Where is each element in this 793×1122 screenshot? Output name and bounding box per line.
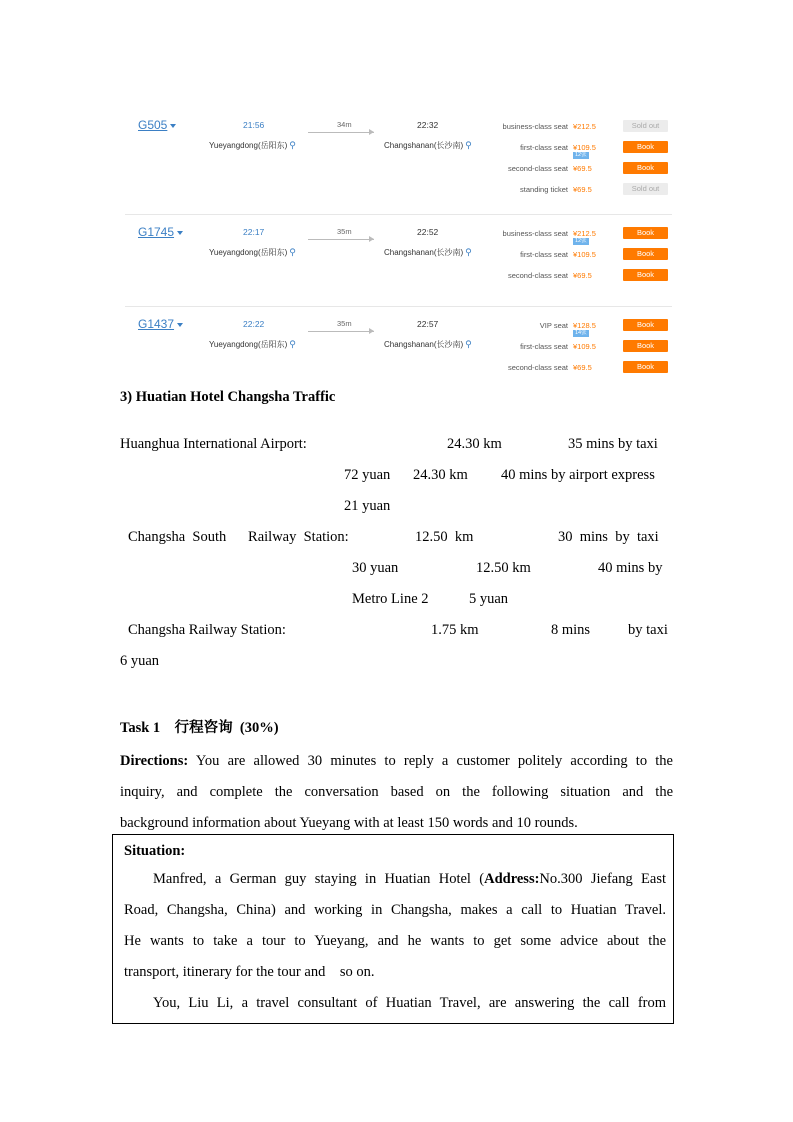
situation-line: transport, itinerary for the tour and so on. xyxy=(124,964,375,980)
seat-price: ¥212.5 xyxy=(573,229,596,238)
situation-line: You, Liu Li, a travel consultant of Huatian Travel, are answering the call from xyxy=(153,995,666,1011)
seat-option xyxy=(455,118,672,139)
arrow-icon xyxy=(308,239,374,240)
departure-time: 22:22 xyxy=(243,319,265,329)
south-taxi-time: 30 mins by taxi xyxy=(558,529,659,545)
directions-line: inquiry, and complete the conversation based on the following situation and the xyxy=(120,784,673,800)
train-code-link[interactable]: G1437 xyxy=(138,317,183,331)
airport-express-price: 21 yuan xyxy=(344,498,391,514)
arrival-time: 22:52 xyxy=(417,227,439,237)
arrival-station[interactable]: Changshanan(长沙南) ⚲ xyxy=(384,339,472,349)
seat-price: ¥69.5 xyxy=(573,271,592,280)
situation-title: Situation: xyxy=(124,843,186,859)
station-taxi-price: 6 yuan xyxy=(120,653,160,669)
train-code-link[interactable]: G1745 xyxy=(138,225,183,239)
airport-distance-2: 24.30 km xyxy=(413,467,468,483)
trip-duration: 35m xyxy=(337,319,352,328)
seat-class: business-class seat xyxy=(502,229,568,238)
book-button[interactable]: Book xyxy=(623,269,668,281)
seat-price: ¥212.5 xyxy=(573,122,596,131)
south-taxi-price: 30 yuan xyxy=(352,560,399,576)
south-metro-time: 40 mins by xyxy=(598,560,663,576)
directions-line: background information about Yueyang with at least 150 words and 10 rounds. xyxy=(120,815,578,831)
departure-station[interactable]: Yueyangdong(岳阳东) ⚲ xyxy=(209,339,296,349)
seat-price: ¥69.5 xyxy=(573,363,592,372)
seat-list xyxy=(455,317,672,380)
location-pin-icon: ⚲ xyxy=(465,140,472,150)
situation-body xyxy=(124,871,666,1026)
seat-option xyxy=(455,359,672,380)
seat-option xyxy=(455,160,672,181)
arrow-icon xyxy=(308,331,374,332)
south-metro-price: 5 yuan xyxy=(469,591,509,607)
departure-station[interactable]: Yueyangdong(岳阳东) ⚲ xyxy=(209,247,296,257)
seat-price: ¥109.5 xyxy=(573,250,596,259)
seat-price: ¥128.5 xyxy=(573,321,596,330)
departure-time: 22:17 xyxy=(243,227,265,237)
book-button[interactable]: Book xyxy=(623,248,668,260)
book-button[interactable]: Book xyxy=(623,227,668,239)
station-taxi-mode: by taxi xyxy=(628,622,668,638)
train-row xyxy=(125,307,672,387)
situation-line: Road, Changsha, China) and working in Changsha, makes a call to Huatian Travel. xyxy=(124,902,666,918)
situation-line: Manfred, a German guy staying in Huatian Hotel (Address:No.300 Jiefang East xyxy=(153,871,666,887)
task-title: Task 1 行程咨询 (30%) xyxy=(120,720,279,736)
seat-class: business-class seat xyxy=(502,122,568,131)
seat-price: ¥69.5 xyxy=(573,185,592,194)
trip-duration: 35m xyxy=(337,227,352,236)
arrow-icon xyxy=(308,132,374,133)
chevron-down-icon xyxy=(177,323,183,327)
seat-price: ¥69.5 xyxy=(573,164,592,173)
seat-price: ¥109.5 xyxy=(573,342,596,351)
seat-class: first-class seat xyxy=(520,143,568,152)
seat-option xyxy=(455,338,672,359)
seat-option xyxy=(455,267,672,288)
seat-class: standing ticket xyxy=(520,185,568,194)
departure-station[interactable]: Yueyangdong(岳阳东) ⚲ xyxy=(209,140,296,150)
south-distance-2: 12.50 km xyxy=(476,560,531,576)
chevron-down-icon xyxy=(170,124,176,128)
address-label: Address: xyxy=(484,871,540,887)
book-button[interactable]: Book xyxy=(623,319,668,331)
seat-class: VIP seat xyxy=(539,321,568,330)
book-button[interactable]: Book xyxy=(623,361,668,373)
south-station-label: Changsha South Railway Station: xyxy=(128,529,349,545)
trip-duration: 34m xyxy=(337,120,352,129)
arrival-time: 22:57 xyxy=(417,319,439,329)
airport-express-time: 40 mins by airport express xyxy=(501,467,655,483)
sold-out-button: Sold out xyxy=(623,120,668,132)
departure-time: 21:56 xyxy=(243,120,265,130)
tickets-left-badge: 12张 xyxy=(575,238,587,244)
station-label: Changsha Railway Station: xyxy=(128,622,286,638)
seat-price: ¥109.5 xyxy=(573,143,596,152)
south-distance: 12.50 km xyxy=(415,529,474,545)
location-pin-icon: ⚲ xyxy=(465,247,472,257)
seat-option xyxy=(455,181,672,202)
book-button[interactable]: Book xyxy=(623,141,668,153)
seat-class: first-class seat xyxy=(520,342,568,351)
directions-line: Directions: You are allowed 30 minutes to reply a customer politely according to the xyxy=(120,753,673,769)
arrival-station[interactable]: Changshanan(长沙南) ⚲ xyxy=(384,140,472,150)
seat-class: second-class seat xyxy=(507,164,568,173)
tickets-left-badge: 14张 xyxy=(575,330,587,336)
train-code-link[interactable]: G505 xyxy=(138,118,176,132)
seat-class: first-class seat xyxy=(520,250,568,259)
tickets-left-badge: 12张 xyxy=(575,152,587,158)
directions-paragraph xyxy=(120,746,673,839)
seat-list xyxy=(455,118,672,202)
arrival-station[interactable]: Changshanan(长沙南) ⚲ xyxy=(384,247,472,257)
seat-option xyxy=(455,246,672,267)
seat-option xyxy=(455,139,672,160)
station-taxi-time: 8 mins xyxy=(551,622,591,638)
south-metro-line: Metro Line 2 xyxy=(352,591,429,607)
seat-option xyxy=(455,317,672,338)
location-pin-icon: ⚲ xyxy=(289,247,296,257)
train-row xyxy=(125,215,672,307)
section-heading: 3) Huatian Hotel Changsha Traffic xyxy=(120,389,336,405)
airport-label: Huanghua International Airport: xyxy=(120,436,307,452)
book-button[interactable]: Book xyxy=(623,162,668,174)
directions-label: Directions: xyxy=(120,753,189,769)
situation-box xyxy=(112,834,674,1024)
location-pin-icon: ⚲ xyxy=(289,339,296,349)
location-pin-icon: ⚲ xyxy=(289,140,296,150)
seat-class: second-class seat xyxy=(507,363,568,372)
book-button[interactable]: Book xyxy=(623,340,668,352)
station-distance: 1.75 km xyxy=(431,622,479,638)
airport-taxi-time: 35 mins by taxi xyxy=(568,436,658,452)
location-pin-icon: ⚲ xyxy=(465,339,472,349)
airport-taxi-price: 72 yuan xyxy=(344,467,391,483)
airport-distance: 24.30 km xyxy=(447,436,502,452)
seat-list xyxy=(455,225,672,288)
seat-class: second-class seat xyxy=(507,271,568,280)
seat-option xyxy=(455,225,672,246)
train-schedule xyxy=(125,108,672,387)
arrival-time: 22:32 xyxy=(417,120,439,130)
chevron-down-icon xyxy=(177,231,183,235)
sold-out-button: Sold out xyxy=(623,183,668,195)
train-row xyxy=(125,108,672,215)
situation-line: He wants to take a tour to Yueyang, and he wants to get some advice about the xyxy=(124,933,666,949)
